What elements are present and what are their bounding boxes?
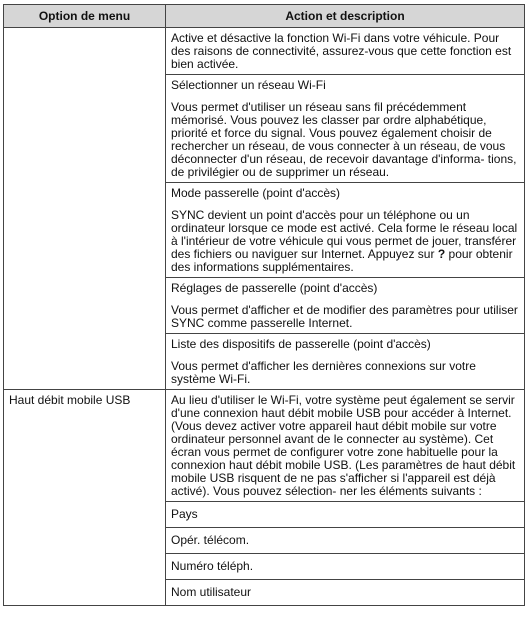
option-cell-wifi [4, 28, 166, 390]
option-cell-usb [4, 390, 166, 606]
usb-item-carrier: Opér. télécom. [171, 533, 250, 547]
table-row-usb [4, 390, 525, 606]
wifi-select-desc: Vous permet d'utiliser un réseau sans fil précédemment mémorisé. Vous pouvez les classer par ordre alphabétique, priorité et force du signal. Vous pouvez également choisir de rechercher un réseau, de vous connecter à un réseau, de vous déconnecter d'un réseau, de recevoir davantage d'informa- tions, de privilégier ou de supprimer un réseau. [171, 100, 517, 179]
gateway-mode-block [166, 182, 524, 277]
usb-item [166, 553, 524, 579]
table-header-row [4, 5, 525, 28]
device-list-title: Liste des dispositifs de passerelle (point d'accès) [171, 337, 431, 351]
wifi-toggle-desc: Active et désactive la fonction Wi-Fi dans votre véhicule. Pour des raisons de connectivité, assurez-vous que cette fonction est bien activée. [171, 31, 512, 71]
usb-item [166, 501, 524, 527]
header-action: Action et description [166, 5, 525, 28]
gateway-settings-block [166, 277, 524, 333]
wifi-select-block [166, 74, 524, 182]
menu-options-table [3, 4, 525, 606]
device-list-desc: Vous permet d'afficher les dernières connexions sur votre système Wi-Fi. [171, 359, 476, 386]
device-list-block [166, 333, 524, 389]
wifi-toggle-block [166, 28, 524, 74]
gateway-settings-title: Réglages de passerelle (point d'accès) [171, 281, 378, 295]
usb-item [166, 527, 524, 553]
header-option: Option de menu [4, 5, 166, 28]
help-symbol: ? [437, 247, 446, 261]
gateway-desc-after: pour obtenir des informations supplémentaires. [171, 247, 513, 274]
usb-option-label: Haut débit mobile USB [9, 393, 131, 407]
usb-item-phone: Numéro téléph. [171, 559, 254, 573]
gateway-desc-before: SYNC devient un point d'accès pour un téléphone ou un ordinateur lorsque ce mode est activé. Cela forme le réseau local à l'intérieur de votre véhicule qui vous permet de jouer, transférer des fichiers ou naviguer sur Internet. Appuyez sur [171, 208, 518, 261]
usb-desc-block [166, 390, 524, 501]
usb-item [166, 579, 524, 605]
gateway-settings-desc: Vous permet d'afficher et de modifier des paramètres pour utiliser SYNC comme passerelle Internet. [171, 303, 518, 330]
gateway-mode-title: Mode passerelle (point d'accès) [171, 186, 341, 200]
wifi-select-title: Sélectionner un réseau Wi-Fi [171, 78, 326, 92]
usb-item-username: Nom utilisateur [171, 585, 252, 599]
action-cell-usb [166, 390, 525, 606]
usb-desc: Au lieu d'utiliser le Wi-Fi, votre système peut également se servir d'une connexion haut débit mobile USB pour accéder à Internet. (Vous devez activer votre appareil haut débit mobile sur votre ordinateur personnel avant de le connecter au système). Cet écran vous permet de configurer votre zone habituelle pour la connexion haut débit mobile USB. (Les paramètres de haut débit mobile USB risquent de ne pas s'afficher si l'appareil est déjà activé). Vous pouvez sélection- ner les éléments suivants : [171, 393, 516, 498]
usb-item-country: Pays [171, 507, 198, 521]
action-cell-wifi [166, 28, 525, 390]
table-row-wifi [4, 28, 525, 390]
gateway-mode-desc [171, 209, 519, 274]
